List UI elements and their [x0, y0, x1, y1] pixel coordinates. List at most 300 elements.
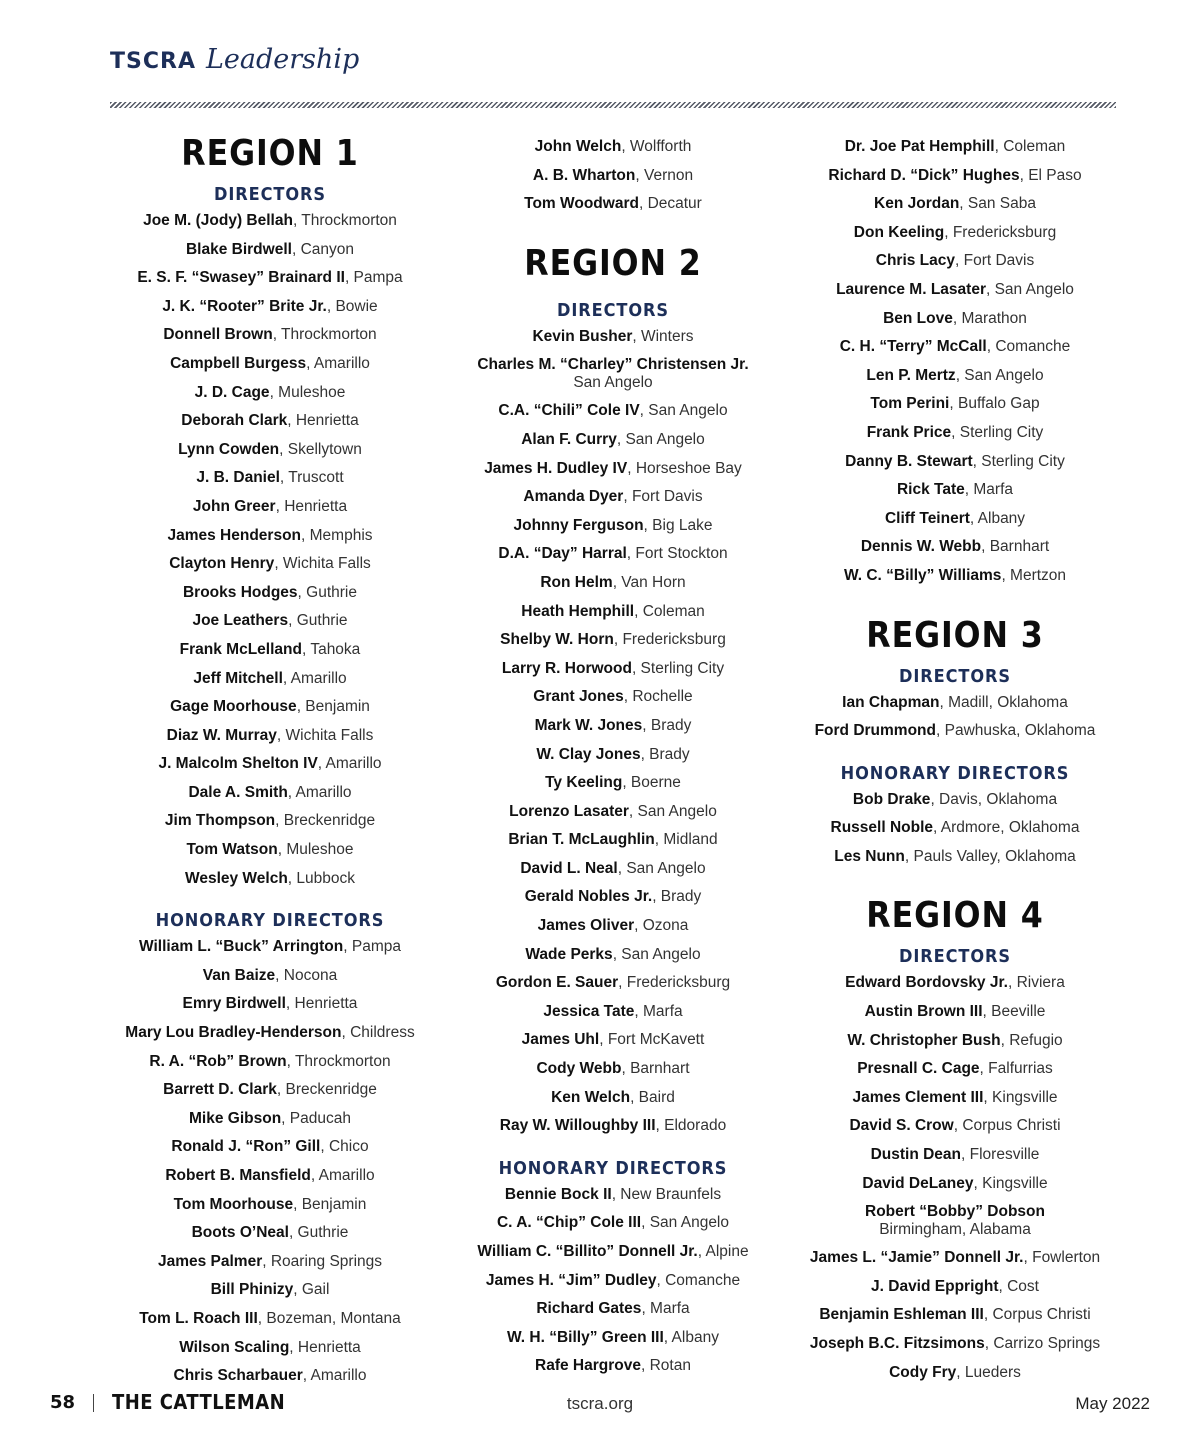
- director-entry: [443, 190, 783, 219]
- director-entry: [100, 379, 440, 408]
- director-name: James Uhl: [521, 1031, 600, 1049]
- director-name: Johnny Ferguson: [513, 516, 644, 534]
- director-name: Alan F. Curry: [521, 430, 617, 448]
- director-entry: [100, 722, 440, 751]
- director-name: Edward Bordovsky Jr.: [845, 974, 1008, 992]
- director-name: Wesley Welch: [184, 869, 288, 887]
- director-entry: [443, 1324, 783, 1353]
- director-name: James Palmer: [157, 1252, 263, 1270]
- director-location: , Amarillo: [317, 755, 382, 773]
- director-entry: [443, 351, 783, 397]
- director-location: , Floresville: [961, 1146, 1040, 1164]
- director-name: Bob Drake: [852, 790, 931, 808]
- director-entry: [100, 1191, 440, 1220]
- director-entry: [785, 1359, 1125, 1388]
- director-name: Robert “Bobby” Dobson: [865, 1203, 1045, 1221]
- director-entry: [443, 769, 783, 798]
- director-entry: [443, 826, 783, 855]
- director-location: , Henrietta: [287, 412, 359, 430]
- director-entry: [785, 969, 1125, 998]
- director-name: John Welch: [534, 138, 622, 155]
- director-location: , San Angelo: [639, 402, 728, 420]
- director-name: Jim Thompson: [164, 812, 276, 830]
- director-name: Gage Moorhouse: [170, 698, 297, 716]
- director-location: , Guthrie: [288, 1224, 349, 1242]
- director-location: , Ardmore, Oklahoma: [933, 819, 1080, 837]
- director-entry: [785, 998, 1125, 1027]
- director-location: , Kingsville: [973, 1174, 1048, 1192]
- director-entry: [443, 540, 783, 569]
- director-name: J. K. “Rooter” Brite Jr.: [162, 297, 327, 315]
- director-entry: [100, 321, 440, 350]
- director-name: C. A. “Chip” Cole III: [496, 1214, 642, 1232]
- director-name: David S. Crow: [849, 1117, 954, 1135]
- director-entry: [100, 1162, 440, 1191]
- director-name: E. S. F. “Swasey” Brainard II: [137, 269, 345, 287]
- director-entry: [443, 998, 783, 1027]
- director-entry: [443, 1295, 783, 1324]
- director-entry: [100, 1276, 440, 1305]
- director-name: C. H. “Terry” McCall: [839, 338, 987, 356]
- director-entry: [785, 786, 1125, 815]
- director-location: , Barnhart: [981, 538, 1050, 556]
- section-subtitle: HONORARY DIRECTORS: [840, 762, 1070, 784]
- director-location: , Sterling City: [631, 659, 725, 677]
- director-entry: [100, 665, 440, 694]
- director-location: , Roaring Springs: [262, 1252, 383, 1270]
- director-name: Jessica Tate: [543, 1002, 635, 1020]
- director-name: Blake Birdwell: [185, 240, 292, 258]
- director-name: Campbell Burgess: [170, 354, 307, 372]
- director-location: , San Angelo: [955, 366, 1044, 384]
- director-location: , Guthrie: [288, 612, 348, 630]
- director-location: , Barnhart: [621, 1060, 690, 1078]
- director-location: , Corpus Christi: [953, 1117, 1061, 1135]
- director-location: , Lueders: [956, 1363, 1021, 1381]
- director-name: Charles M. “Charley” Christensen Jr.: [477, 356, 749, 374]
- director-entry: [100, 207, 440, 236]
- director-name: Larry R. Horwood: [501, 659, 632, 677]
- director-entry: [100, 1248, 440, 1277]
- director-name: James Henderson: [167, 526, 302, 544]
- director-location: , Marfa: [964, 481, 1013, 499]
- director-name: James Clement III: [852, 1088, 984, 1106]
- director-location: , Carrizo Springs: [984, 1335, 1101, 1352]
- director-location: , Muleshoe: [269, 383, 346, 401]
- director-name: Robert B. Mansfield: [165, 1167, 311, 1184]
- director-name: Clayton Henry: [169, 555, 275, 573]
- director-entry: [100, 522, 440, 551]
- director-location: , Marfa: [634, 1002, 683, 1020]
- director-location: , Truscott: [279, 469, 344, 487]
- director-entry: [443, 798, 783, 827]
- director-name: Kevin Busher: [532, 327, 633, 345]
- section-subtitle: DIRECTORS: [557, 299, 669, 321]
- director-name: Lorenzo Lasater: [509, 802, 629, 820]
- director-entry: [100, 264, 440, 293]
- director-entry: [100, 962, 440, 991]
- page-footer: [0, 1390, 1200, 1420]
- director-name: J. B. Daniel: [196, 469, 280, 487]
- director-name: Tom Woodward: [524, 195, 639, 213]
- director-location: , Rotan: [640, 1357, 691, 1375]
- director-location: , Corpus Christi: [983, 1306, 1091, 1324]
- director-name: Bennie Bock II: [504, 1185, 612, 1203]
- director-entry: [443, 912, 783, 941]
- director-location: Birmingham, Alabama: [879, 1221, 1031, 1239]
- director-name: Emry Birdwell: [182, 995, 286, 1013]
- director-location: , Fort Stockton: [626, 545, 728, 563]
- director-entry: [100, 1219, 440, 1248]
- director-entry: [100, 1105, 440, 1134]
- director-entry: [443, 1352, 783, 1381]
- director-location: , Brady: [640, 745, 690, 763]
- director-location: , Mertzon: [1001, 566, 1067, 584]
- director-name: John Greer: [192, 497, 276, 515]
- director-name: A. B. Wharton: [532, 166, 636, 184]
- director-location: , Fredericksburg: [613, 631, 726, 649]
- region-title: REGION 1: [181, 133, 359, 174]
- director-location: , Benjamin: [296, 698, 370, 716]
- director-location: , Paducah: [281, 1109, 351, 1127]
- director-entry: [785, 276, 1125, 305]
- director-name: James H. Dudley IV: [484, 459, 628, 477]
- director-entry: [785, 362, 1125, 391]
- region-title: REGION 3: [866, 614, 1044, 656]
- director-name: Joe M. (Jody) Bellah: [143, 212, 293, 229]
- director-location: , Coleman: [634, 602, 705, 620]
- director-location: , Falfurrias: [979, 1060, 1053, 1078]
- director-entry: [785, 333, 1125, 362]
- director-name: Ty Keeling: [545, 774, 623, 792]
- director-location: , San Angelo: [628, 802, 717, 820]
- director-entry: [785, 689, 1125, 718]
- director-location: , Benjamin: [293, 1195, 367, 1213]
- director-location: , Fort McKavett: [599, 1031, 705, 1049]
- director-location: , Amarillo: [287, 783, 352, 801]
- director-entry: [443, 1055, 783, 1084]
- director-location: , Albany: [969, 509, 1026, 527]
- director-name: James Oliver: [537, 917, 635, 935]
- director-location: , Ozona: [634, 917, 689, 935]
- director-location: , Marfa: [641, 1300, 690, 1318]
- director-name: Bill Phinizy: [210, 1281, 294, 1299]
- director-name: Russell Noble: [830, 819, 934, 837]
- director-entry: [785, 1244, 1125, 1273]
- director-location: , Brady: [642, 716, 692, 734]
- director-name: Len P. Mertz: [866, 366, 956, 384]
- director-location: , Wolfforth: [621, 138, 692, 155]
- director-location: , Chico: [320, 1138, 369, 1156]
- director-name: J. David Eppright: [871, 1277, 999, 1295]
- director-location: , Fort Davis: [955, 252, 1035, 270]
- director-name: Presnall C. Cage: [857, 1060, 980, 1078]
- director-name: Don Keeling: [853, 223, 945, 241]
- director-name: Boots O’Neal: [191, 1224, 289, 1242]
- director-location: , Muleshoe: [277, 841, 354, 859]
- director-entry: [100, 236, 440, 265]
- director-name: Dustin Dean: [870, 1146, 962, 1164]
- director-name: Ray W. Willoughby III: [499, 1117, 656, 1135]
- director-name: Dale A. Smith: [188, 783, 288, 801]
- column-1: [100, 133, 440, 1391]
- director-location: , Wichita Falls: [274, 555, 371, 573]
- director-name: Ian Chapman: [842, 693, 940, 711]
- director-location: , Decatur: [638, 195, 702, 213]
- director-name: Tom Moorhouse: [173, 1195, 294, 1213]
- director-name: Danny B. Stewart: [845, 452, 973, 470]
- director-location: , Kingsville: [983, 1088, 1058, 1106]
- director-name: Barrett D. Clark: [163, 1081, 277, 1099]
- issue-date: May 2022: [1075, 1394, 1150, 1413]
- director-location: , Buffalo Gap: [949, 395, 1040, 413]
- director-name: R. A. “Rob” Brown: [149, 1052, 287, 1070]
- director-location: , Bozeman, Montana: [257, 1309, 401, 1327]
- director-location: , Madill, Oklahoma: [939, 693, 1068, 711]
- director-name: Rick Tate: [896, 481, 965, 499]
- director-name: Shelby W. Horn: [500, 631, 614, 649]
- director-location: , Pampa: [344, 269, 403, 287]
- director-location: , Breckenridge: [276, 1081, 377, 1099]
- director-name: William C. “Billito” Donnell Jr.: [477, 1243, 698, 1260]
- director-entry: [785, 390, 1125, 419]
- director-name: Lynn Cowden: [178, 440, 280, 458]
- director-location: San Angelo: [573, 374, 653, 392]
- director-location: , Marathon: [952, 309, 1027, 327]
- director-name: Cody Webb: [536, 1060, 622, 1078]
- director-location: , Midland: [654, 831, 718, 849]
- director-location: , Fowlerton: [1023, 1249, 1101, 1267]
- director-entry: [443, 323, 783, 352]
- director-name: Wilson Scaling: [179, 1338, 290, 1356]
- director-entry: [100, 607, 440, 636]
- director-name: Austin Brown III: [864, 1003, 983, 1021]
- region-title: REGION 4: [866, 895, 1044, 937]
- director-name: Richard D. “Dick” Hughes: [828, 166, 1020, 184]
- director-location: , Bowie: [326, 297, 378, 315]
- director-entry: [443, 712, 783, 741]
- director-location: , Sterling City: [951, 423, 1044, 441]
- section-subtitle: DIRECTORS: [214, 184, 326, 205]
- director-location: , Pampa: [343, 938, 401, 956]
- director-entry: [785, 190, 1125, 219]
- director-entry: [785, 717, 1125, 746]
- director-entry: [785, 505, 1125, 534]
- director-name: Ken Welch: [551, 1088, 631, 1106]
- director-entry: [100, 933, 440, 962]
- director-entry: [100, 836, 440, 865]
- director-entry: [100, 293, 440, 322]
- director-name: W. H. “Billy” Green III: [507, 1328, 664, 1346]
- director-entry: [785, 133, 1125, 162]
- director-entry: [100, 1048, 440, 1077]
- director-entry: [785, 476, 1125, 505]
- director-name: Rafe Hargrove: [535, 1357, 641, 1375]
- director-entry: [443, 941, 783, 970]
- director-location: , Rochelle: [623, 688, 693, 706]
- director-location: , Big Lake: [643, 516, 713, 534]
- director-location: , El Paso: [1019, 166, 1082, 184]
- director-location: , Coleman: [994, 138, 1066, 155]
- director-location: , Comanche: [656, 1271, 741, 1289]
- director-entry: [100, 407, 440, 436]
- director-location: , Nocona: [275, 966, 338, 984]
- director-entry: [785, 419, 1125, 448]
- director-name: Diaz W. Murray: [166, 726, 277, 744]
- director-entry: [785, 1330, 1125, 1359]
- director-entry: [785, 562, 1125, 591]
- director-name: J. Malcolm Shelton IV: [158, 755, 318, 773]
- director-location: , Brady: [652, 888, 702, 906]
- director-entry: [100, 493, 440, 522]
- director-name: Ben Love: [883, 309, 953, 327]
- director-location: , San Angelo: [616, 430, 705, 448]
- header-org: TSCRA: [110, 49, 196, 74]
- director-entry: [443, 969, 783, 998]
- director-entry: [443, 1084, 783, 1113]
- director-name: Donnell Brown: [163, 326, 273, 344]
- director-entry: [100, 865, 440, 894]
- director-entry: [785, 448, 1125, 477]
- director-name: Ron Helm: [540, 573, 613, 591]
- director-location: , Beeville: [982, 1003, 1046, 1021]
- director-entry: [443, 1181, 783, 1210]
- director-name: Cliff Teinert: [884, 509, 970, 527]
- director-name: Heath Hemphill: [521, 602, 635, 620]
- director-entry: [443, 569, 783, 598]
- director-entry: [443, 855, 783, 884]
- director-entry: [443, 683, 783, 712]
- director-name: Les Nunn: [834, 847, 905, 865]
- director-location: , Guthrie: [297, 583, 357, 601]
- director-entry: [443, 512, 783, 541]
- director-name: Mary Lou Bradley-Henderson: [125, 1024, 342, 1042]
- director-entry: [443, 626, 783, 655]
- director-entry: [100, 1076, 440, 1105]
- director-location: , Skellytown: [279, 440, 362, 458]
- director-location: , Canyon: [291, 240, 354, 258]
- director-entry: [785, 305, 1125, 334]
- director-name: Joe Leathers: [192, 612, 289, 630]
- director-location: , Refugio: [1000, 1031, 1063, 1049]
- director-entry: [443, 1238, 783, 1267]
- director-name: Ken Jordan: [874, 195, 960, 213]
- director-entry: [443, 655, 783, 684]
- director-name: Wade Perks: [525, 945, 613, 963]
- director-name: David DeLaney: [862, 1174, 974, 1192]
- director-entry: [100, 693, 440, 722]
- director-location: , Sterling City: [972, 452, 1065, 470]
- director-name: Gerald Nobles Jr.: [524, 888, 653, 906]
- director-name: Mark W. Jones: [534, 716, 643, 734]
- director-entry: [443, 162, 783, 191]
- director-name: Frank Price: [866, 423, 952, 441]
- director-location: , Fredericksburg: [618, 974, 731, 992]
- director-entry: [443, 741, 783, 770]
- page-number: 58: [50, 1392, 76, 1413]
- director-location: , Fredericksburg: [944, 223, 1057, 241]
- director-name: Amanda Dyer: [523, 488, 624, 506]
- director-entry: [785, 814, 1125, 843]
- section-subtitle: DIRECTORS: [899, 946, 1011, 968]
- director-entry: [785, 1170, 1125, 1199]
- director-entry: [443, 397, 783, 426]
- director-entry: [443, 455, 783, 484]
- director-location: , Winters: [632, 327, 694, 345]
- director-location: , Henrietta: [289, 1338, 361, 1356]
- director-entry: [443, 1267, 783, 1296]
- director-entry: [100, 990, 440, 1019]
- director-entry: [443, 598, 783, 627]
- section-subtitle: HONORARY DIRECTORS: [155, 910, 385, 932]
- director-entry: [785, 1027, 1125, 1056]
- director-entry: [100, 1334, 440, 1363]
- director-location: , Breckenridge: [275, 812, 376, 830]
- director-entry: [785, 162, 1125, 191]
- director-location: , Throckmorton: [286, 1052, 391, 1070]
- director-location: , Davis, Oklahoma: [930, 790, 1058, 808]
- director-name: Grant Jones: [533, 688, 624, 706]
- director-entry: [443, 883, 783, 912]
- director-entry: [100, 436, 440, 465]
- director-location: , San Saba: [959, 195, 1036, 213]
- director-entry: [785, 1301, 1125, 1330]
- director-name: Mike Gibson: [189, 1109, 282, 1127]
- director-location: , Comanche: [986, 338, 1071, 356]
- director-location: , Boerne: [622, 774, 681, 792]
- director-entry: [100, 1019, 440, 1048]
- director-entry: [100, 1362, 440, 1391]
- director-name: Brian T. McLaughlin: [508, 831, 655, 849]
- region-title: REGION 2: [524, 242, 702, 284]
- director-entry: [100, 1305, 440, 1334]
- director-name: Gordon E. Sauer: [495, 974, 619, 992]
- director-name: Tom Watson: [186, 841, 278, 859]
- director-name: Dennis W. Webb: [860, 538, 982, 556]
- director-entry: [443, 483, 783, 512]
- director-location: , Amarillo: [282, 669, 347, 687]
- director-entry: [100, 550, 440, 579]
- director-location: , Amarillo: [310, 1167, 375, 1184]
- director-name: C.A. “Chili” Cole IV: [498, 402, 640, 420]
- director-name: Tom Perini: [870, 395, 950, 413]
- director-name: Richard Gates: [536, 1300, 642, 1318]
- director-entry: [100, 464, 440, 493]
- director-name: Laurence M. Lasater: [836, 280, 986, 298]
- director-name: William L. “Buck” Arrington: [139, 938, 344, 956]
- director-location: , Alpine: [697, 1243, 749, 1260]
- director-name: Deborah Clark: [181, 412, 288, 430]
- header-section: Leadership: [205, 44, 360, 75]
- director-name: W. Christopher Bush: [847, 1031, 1001, 1049]
- director-location: , Cost: [998, 1277, 1039, 1295]
- director-name: Cody Fry: [889, 1363, 957, 1381]
- director-location: , Throckmorton: [292, 212, 397, 229]
- director-location: , San Angelo: [617, 859, 706, 877]
- director-name: W. C. “Billy” Williams: [843, 566, 1002, 584]
- director-entry: [443, 133, 783, 162]
- site-url[interactable]: tscra.org: [566, 1394, 634, 1413]
- director-location: , San Angelo: [641, 1214, 730, 1232]
- director-location: , Henrietta: [285, 995, 358, 1013]
- director-name: Benjamin Eshleman III: [819, 1306, 984, 1324]
- director-location: , Vernon: [635, 166, 694, 184]
- page-header: [110, 44, 359, 84]
- director-location: , New Braunfels: [611, 1185, 722, 1203]
- director-name: Brooks Hodges: [182, 583, 298, 601]
- director-name: Tom L. Roach III: [139, 1309, 258, 1327]
- column-2: [443, 133, 783, 1381]
